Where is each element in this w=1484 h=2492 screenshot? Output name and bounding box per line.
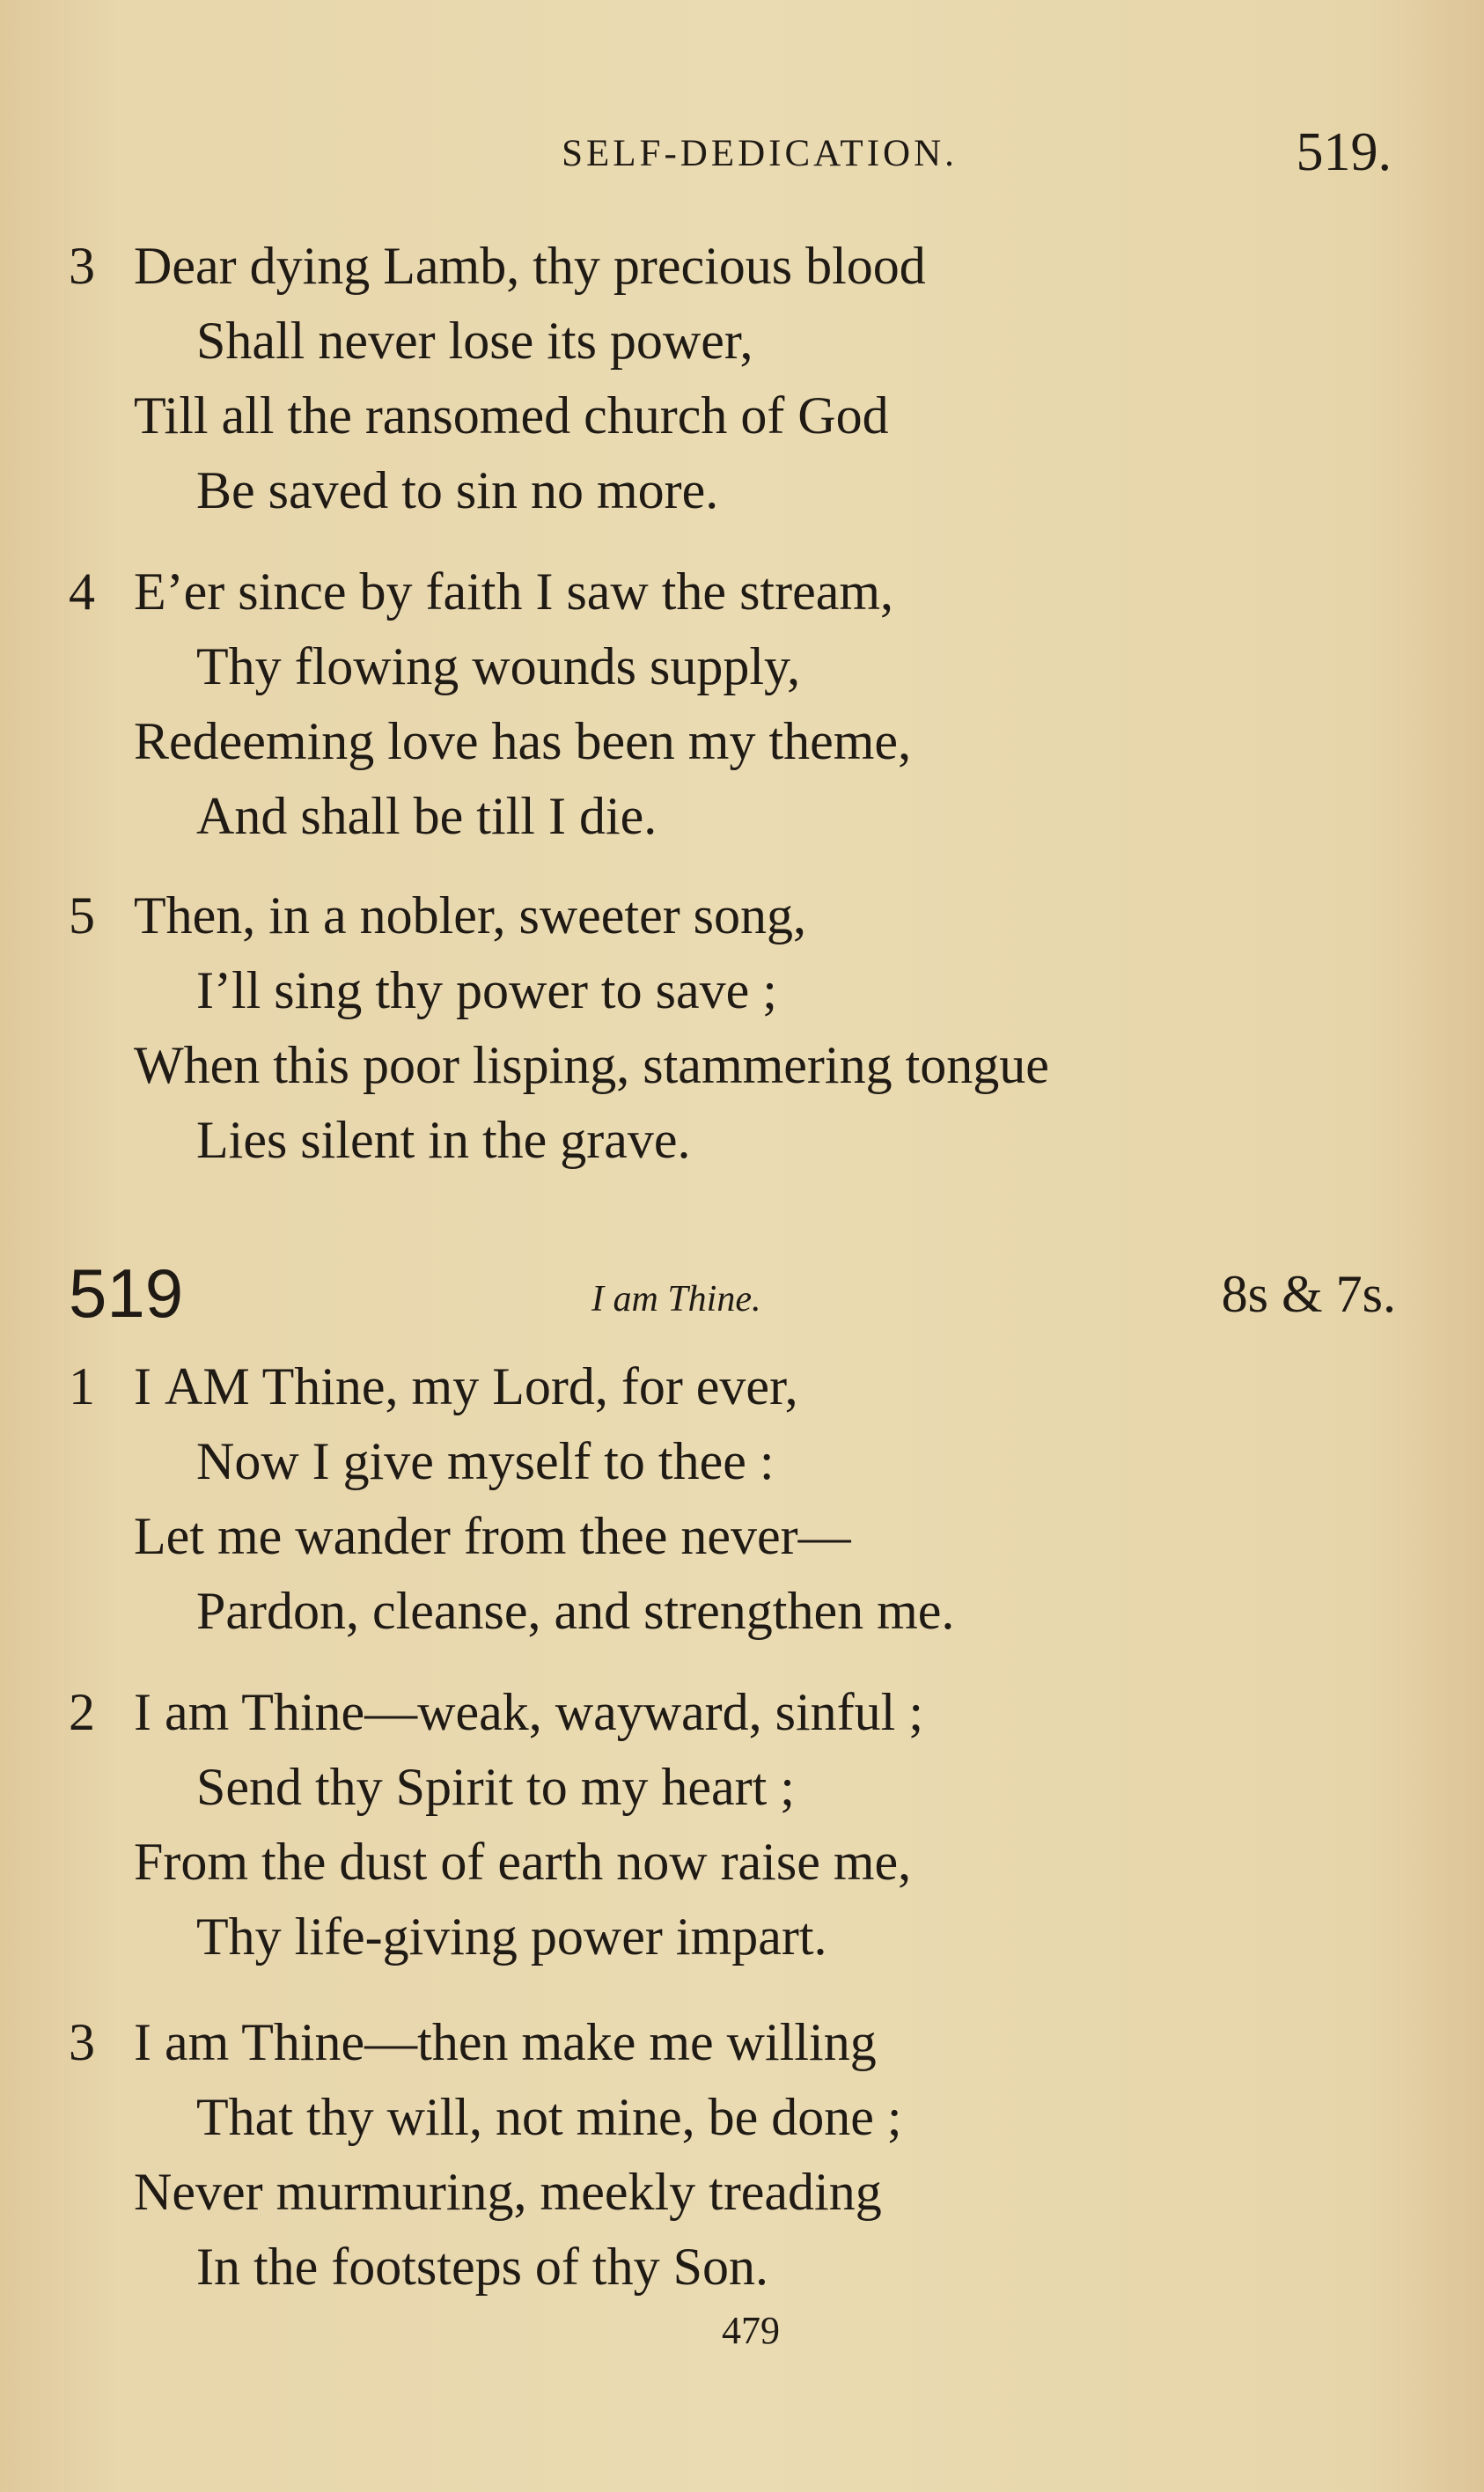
running-header-title: SELF-DEDICATION.	[562, 133, 958, 174]
hymn-title: I am Thine.	[591, 1279, 761, 1320]
verse-line: Be saved to sin no more.	[196, 461, 719, 519]
verse-line: Let me wander from thee never—	[134, 1507, 851, 1565]
verse-line: I’ll sing thy power to save ;	[196, 961, 777, 1019]
verse-line: Pardon, cleanse, and strengthen me.	[196, 1582, 955, 1640]
small-caps-word: AM	[164, 1357, 250, 1415]
verse-line: Till all the ransomed church of God	[134, 386, 889, 445]
hymn-number: 519	[69, 1254, 184, 1332]
verse-number: 1	[69, 1357, 95, 1415]
verse-line: Lies silent in the grave.	[196, 1111, 691, 1169]
verse-line: That thy will, not mine, be done ;	[196, 2088, 902, 2146]
verse-line: Redeeming love has been my theme,	[134, 712, 912, 770]
verse-number: 3	[69, 237, 95, 295]
verse-line: Then, in a nobler, sweeter song,	[134, 886, 807, 945]
first-word: I	[134, 1357, 151, 1415]
verse-number: 2	[69, 1683, 95, 1741]
verse-number: 3	[69, 2013, 95, 2071]
verse-line: Thy life-giving power impart.	[196, 1908, 827, 1966]
verse-line: I am Thine—then make me willing	[134, 2013, 877, 2071]
verse-line: Never murmuring, meekly treading	[134, 2163, 882, 2221]
verse-line: Send thy Spirit to my heart ;	[196, 1758, 795, 1816]
verse-line: Dear dying Lamb, thy precious blood	[134, 237, 926, 295]
verse-line: I am Thine—weak, wayward, sinful ;	[134, 1683, 923, 1741]
verse-line: Thy flowing wounds supply,	[196, 637, 801, 695]
first-line-rest: Thine, my Lord, for ever,	[249, 1357, 798, 1415]
verse-number: 5	[69, 886, 95, 945]
hymn-meter: 8s & 7s.	[1221, 1265, 1396, 1323]
verse-line: And shall be till I die.	[196, 787, 658, 845]
verse-line: In the footsteps of thy Son.	[196, 2238, 768, 2296]
verse-line: E’er since by faith I saw the stream,	[134, 562, 893, 621]
verse-line: Now I give myself to thee :	[196, 1432, 775, 1490]
verse-number: 4	[69, 562, 95, 621]
running-header-hymn-ref: 519.	[1296, 122, 1392, 182]
verse-line-first	[134, 1357, 798, 1415]
verse-line: When this poor lisping, stammering tongue	[134, 1036, 1049, 1094]
verse-line: Shall never lose its power,	[196, 312, 753, 370]
page-number: 479	[722, 2309, 780, 2352]
verse-line: From the dust of earth now raise me,	[134, 1833, 912, 1891]
